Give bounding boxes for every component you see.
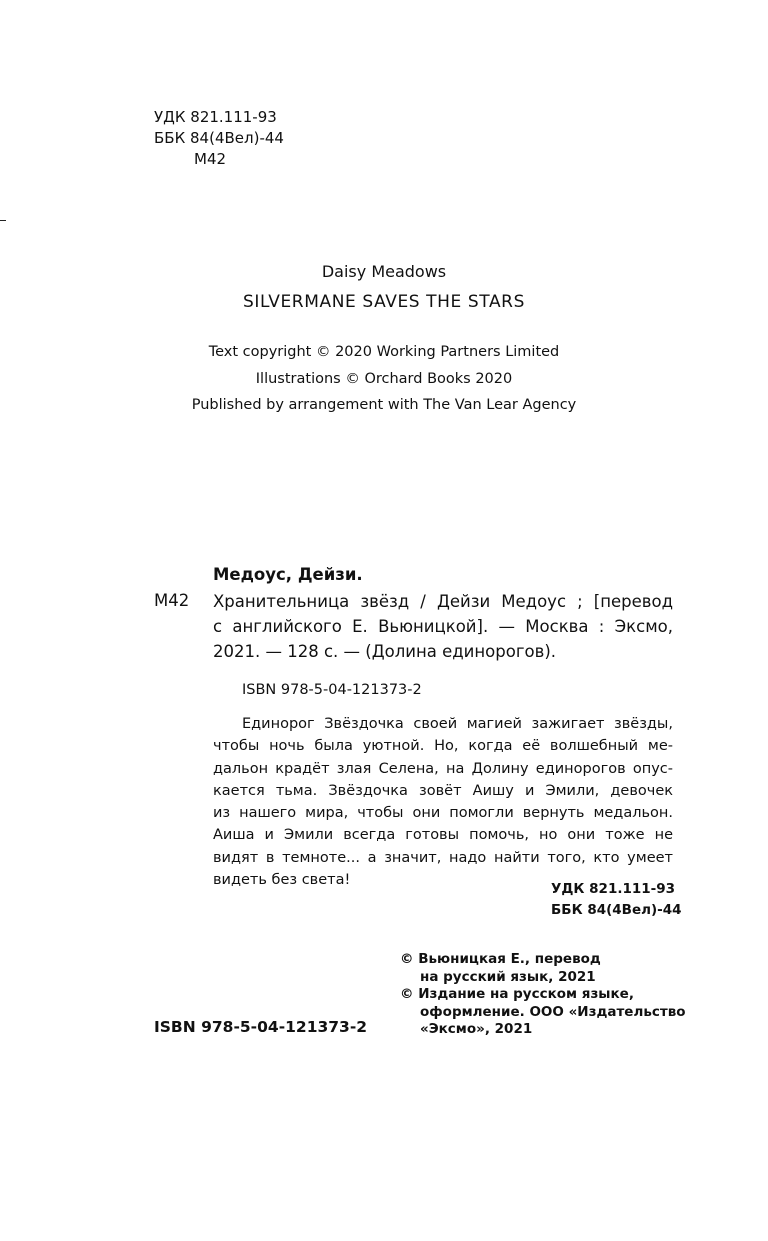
credit-line: Text copyright © 2020 Working Partners Limited <box>208 344 560 360</box>
footer-classification-codes <box>551 879 682 921</box>
classification-codes <box>154 107 284 170</box>
copyright-notices <box>400 951 686 1039</box>
annotation-line: Аиша и Эмили всегда готовы помочь, но они тоже не <box>213 827 673 844</box>
copyright-line: © Издание на русском языке, <box>400 986 634 1002</box>
annotation-line: из нашего мира, чтобы они помогли вернуть медальон. <box>213 805 673 822</box>
credit-line: Illustrations © Orchard Books 2020 <box>255 370 513 387</box>
footer-isbn: ISBN 978-5-04-121373-2 <box>154 1018 368 1036</box>
biblio-description <box>213 589 673 664</box>
description-line: 2021. — 128 с. — (Долина единорогов). <box>213 642 557 661</box>
annotation-line: Единорог Звёздочка своей магией зажигает звёзды, <box>242 716 673 732</box>
description-line: с английского Е. Вьюницкой]. — Москва : Эксмо, <box>213 617 673 636</box>
biblio-author-heading: Медоус, Дейзи. <box>213 565 363 584</box>
footer-bbk-code: ББК 84(4Вел)-44 <box>551 902 682 918</box>
footer-udk-code: УДК 821.111-93 <box>551 881 676 897</box>
udk-code: УДК 821.111-93 <box>154 108 277 126</box>
annotation <box>213 713 673 891</box>
copyright-line: © Вьюницкая Е., перевод <box>400 951 601 967</box>
annotation-line: кается тьма. Звёздочка зовёт Аишу и Эмили, девочек <box>213 782 673 799</box>
margin-tick <box>0 220 6 221</box>
biblio-author-mark: М42 <box>154 591 190 610</box>
annotation-line: видеть без света! <box>213 872 351 889</box>
credit-line: Published by arrangement with The Van Lear Agency <box>191 397 577 413</box>
biblio-isbn: ISBN 978-5-04-121373-2 <box>242 682 422 698</box>
original-author: Daisy Meadows <box>321 262 447 281</box>
copyright-line: на русский язык, 2021 <box>420 968 596 985</box>
bbk-code: ББК 84(4Вел)-44 <box>154 129 284 147</box>
description-line: Хранительница звёзд / Дейзи Медоус ; [перевод <box>213 592 673 611</box>
original-credits <box>0 339 768 419</box>
annotation-line: чтобы ночь была уютной. Но, когда её волшебный ме- <box>213 738 673 755</box>
annotation-line: дальон крадёт злая Селена, на Долину единорогов опус- <box>213 760 673 777</box>
copyright-line: оформление. ООО «Издательство <box>420 1003 686 1020</box>
copyright-line: «Эксмо», 2021 <box>420 1021 533 1037</box>
annotation-line: видят в темноте... а значит, надо найти того, кто умеет <box>213 849 673 866</box>
original-title: SILVERMANE SAVES THE STARS <box>243 292 525 312</box>
author-mark: М42 <box>194 150 227 168</box>
